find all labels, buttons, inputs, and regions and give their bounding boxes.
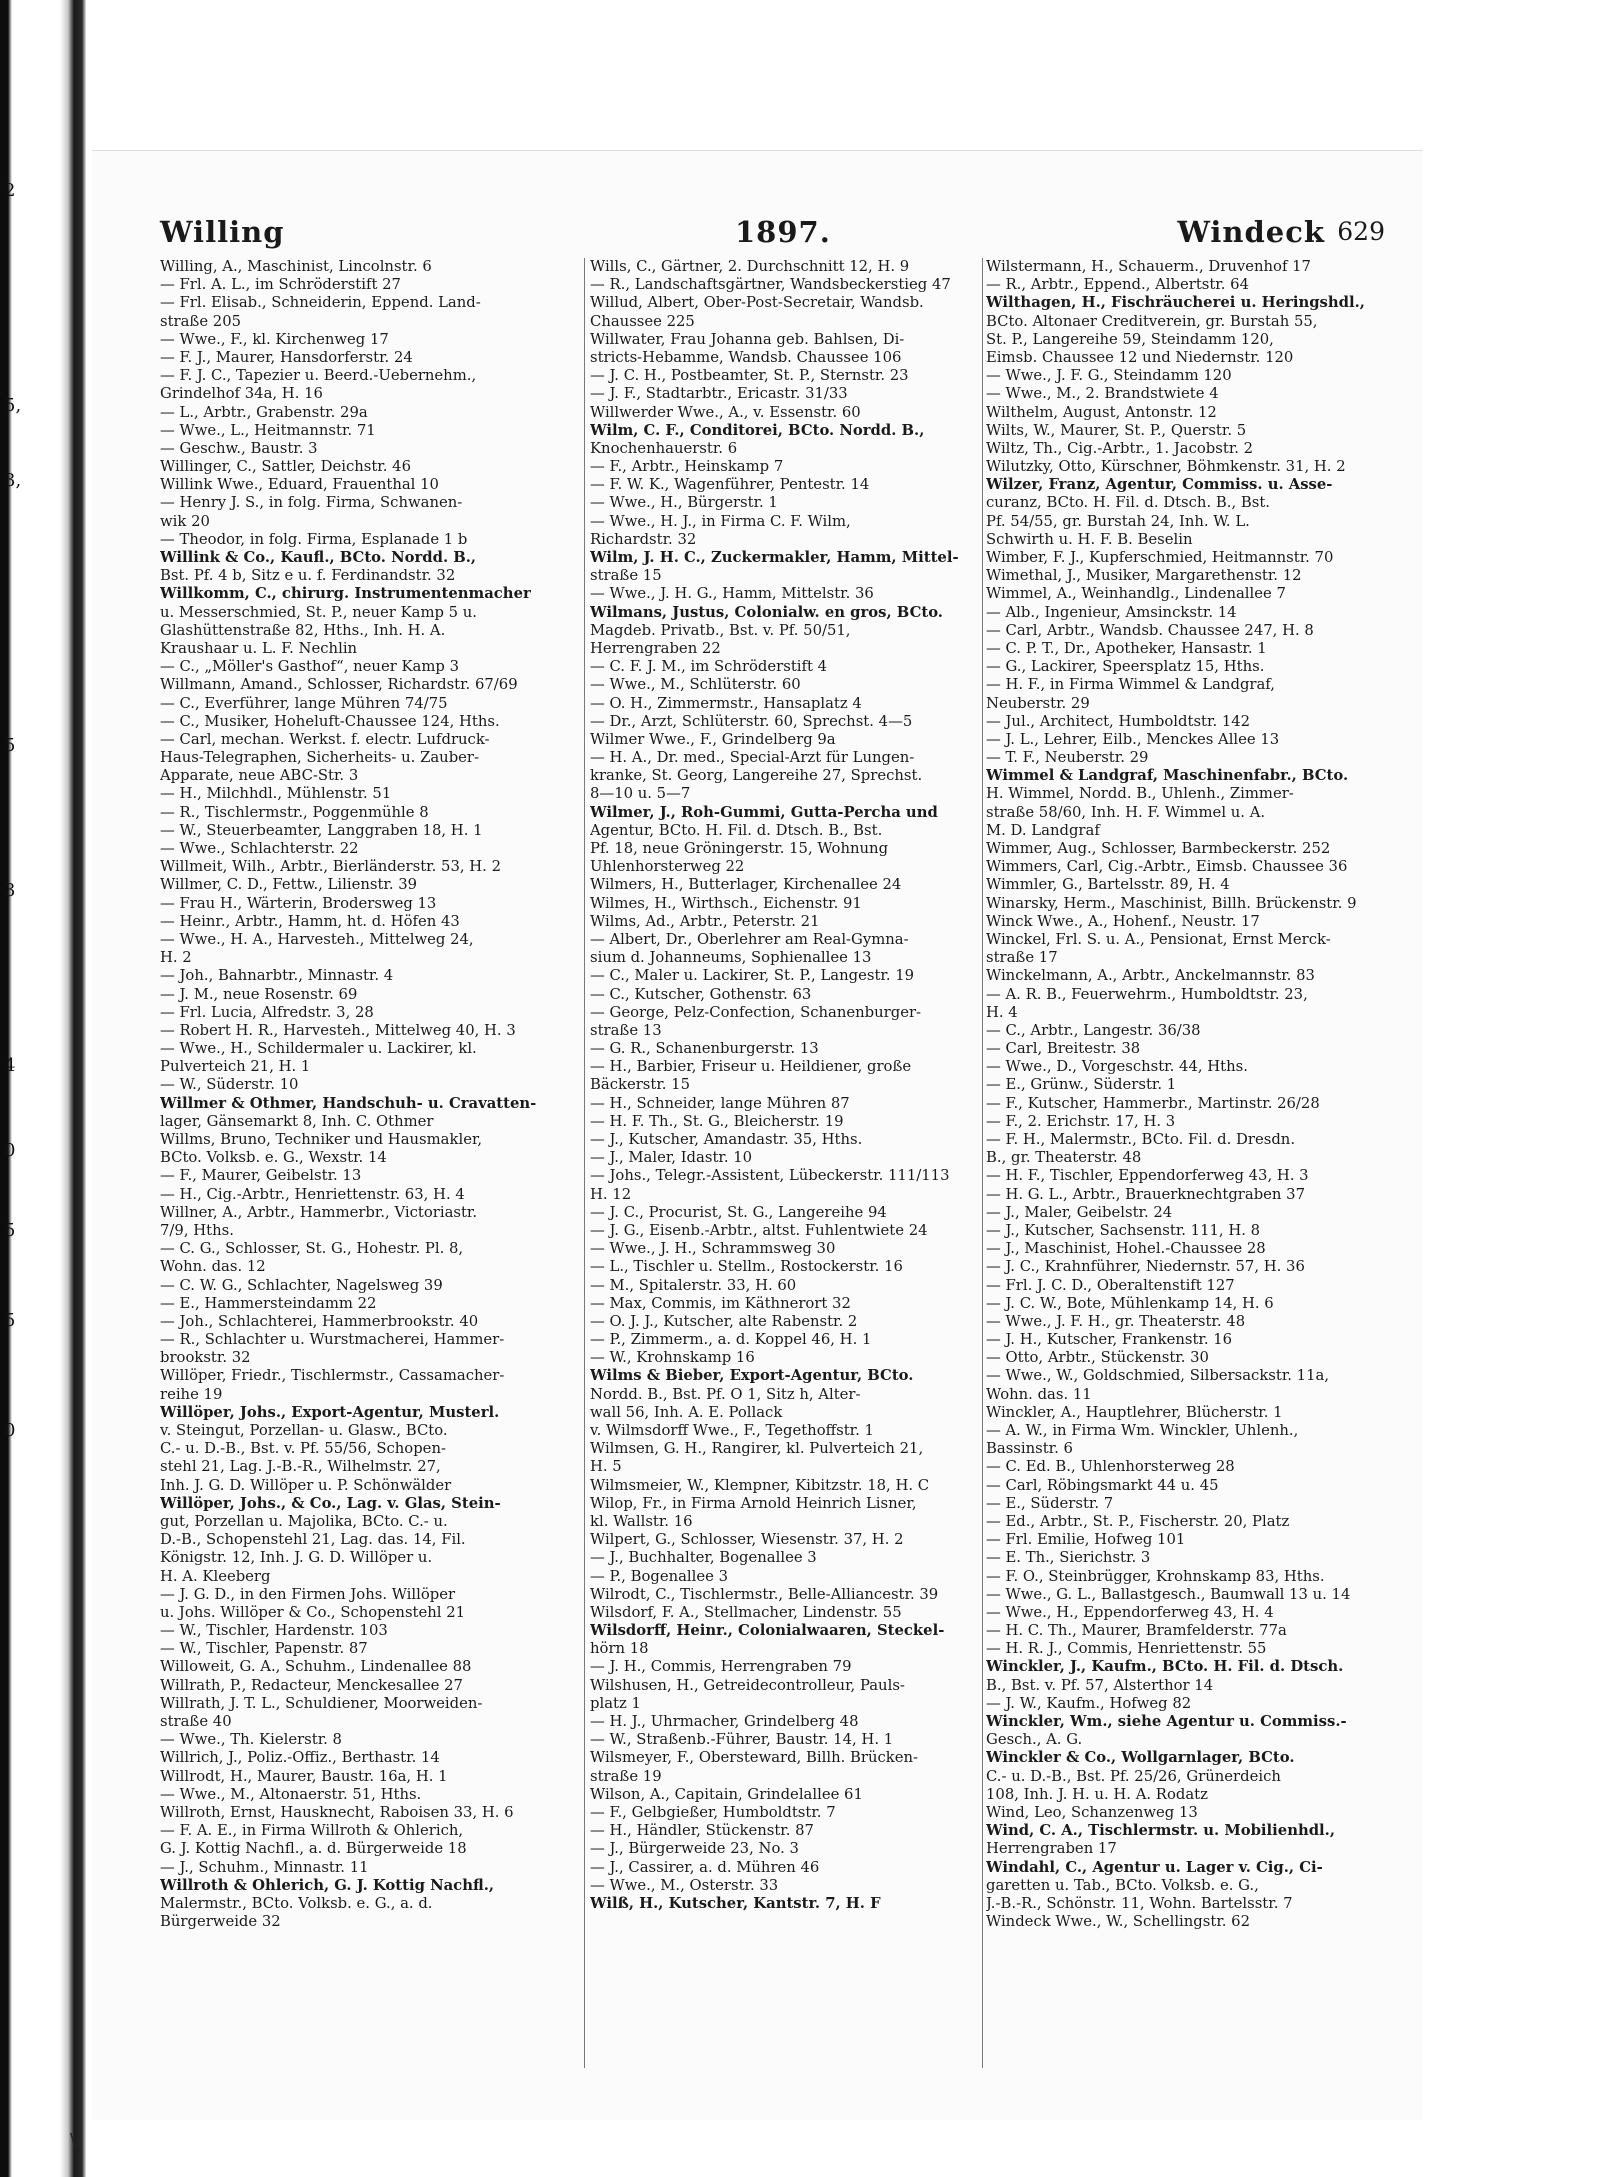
directory-entry-line: — Henry J. S., in folg. Firma, Schwanen- — [160, 494, 463, 512]
directory-entry-line: — C. Ed. B., Uhlenhorsterweg 28 — [986, 1458, 1235, 1476]
directory-entry-line: reihe 19 — [160, 1385, 223, 1403]
directory-entry-line: Grindelhof 34a, H. 16 — [160, 385, 323, 403]
directory-entry-line: J.-B.-R., Schönstr. 11, Wohn. Bartelsstr. 7 — [986, 1894, 1293, 1912]
directory-entry-line: Willud, Albert, Ober-Post-Secretair, Wandsb. — [590, 294, 924, 312]
directory-entry-line: — J., Bürgerweide 23, No. 3 — [590, 1840, 799, 1858]
directory-entry-line: — Carl, Röbingsmarkt 44 u. 45 — [986, 1476, 1219, 1494]
directory-entry-line: — Joh., Schlachterei, Hammerbrookstr. 40 — [160, 1312, 479, 1330]
directory-entry-line: Winckler, J., Kaufm., BCto. H. Fil. d. Dtsch. — [986, 1658, 1344, 1676]
directory-entry-line: — C. P. T., Dr., Apotheker, Hansastr. 1 — [986, 639, 1267, 657]
directory-entry-line: — O. H., Zimmermstr., Hansaplatz 4 — [590, 694, 862, 712]
directory-entry-line: — Geschw., Baustr. 3 — [160, 439, 318, 457]
directory-entry-line: curanz, BCto. H. Fil. d. Dtsch. B., Bst. — [986, 494, 1270, 512]
directory-entry-line: — Frl. Emilie, Hofweg 101 — [986, 1531, 1186, 1549]
directory-entry-line: Richardstr. 32 — [590, 530, 697, 548]
directory-entry-line: Winckelmann, A., Arbtr., Anckelmannstr. 83 — [986, 967, 1315, 985]
directory-entry-line: — Frl. A. L., im Schröderstift 27 — [160, 276, 401, 294]
directory-entry-line: — W., Tischler, Papenstr. 87 — [160, 1640, 368, 1658]
directory-entry-line: sium d. Johanneums, Sophienallee 13 — [590, 949, 872, 967]
directory-entry-line: Willrath, J. T. L., Schuldiener, Moorweiden- — [160, 1694, 483, 1712]
directory-entry-line: — Wwe., H. J., in Firma C. F. Wilm, — [590, 512, 851, 530]
directory-entry-line: — E. Th., Sierichstr. 3 — [986, 1549, 1151, 1567]
directory-entry-line: 108, Inh. J. H. u. H. A. Rodatz — [986, 1785, 1208, 1803]
directory-entry-line: straße 17 — [986, 949, 1058, 967]
directory-entry-line: — C. W. G., Schlachter, Nagelsweg 39 — [160, 1276, 443, 1294]
directory-entry-line: Magdeb. Privatb., Bst. v. Pf. 50/51, — [590, 621, 851, 639]
edge-mark: 3 — [4, 880, 16, 901]
directory-entry-line: Willmer, C. D., Fettw., Lilienstr. 39 — [160, 876, 418, 894]
directory-entry-line: Wind, Leo, Schanzenweg 13 — [986, 1803, 1198, 1821]
directory-entry-line: — L., Arbtr., Grabenstr. 29a — [160, 403, 368, 421]
directory-entry-line: — Wwe., J. F. G., Steindamm 120 — [986, 367, 1232, 385]
directory-entry-line: Wimmel & Landgraf, Maschinenfabr., BCto. — [986, 767, 1349, 785]
directory-entry-line: — Johs., Telegr.-Assistent, Lübeckerstr. 111/113 — [590, 1167, 950, 1185]
directory-entry-line: — C. F. J. M., im Schröderstift 4 — [590, 658, 828, 676]
directory-entry-line: Bst. Pf. 4 b, Sitz e u. f. Ferdinandstr. 32 — [160, 567, 456, 585]
directory-entry-line: C.- u. D.-B., Bst. Pf. 25/26, Grünerdeich — [986, 1767, 1281, 1785]
directory-entry-line: — Wwe., H., Schildermaler u. Lackirer, kl. — [160, 1040, 477, 1058]
directory-entry-line: — Joh., Bahnarbtr., Minnastr. 4 — [160, 967, 394, 985]
directory-entry-line: Willner, A., Arbtr., Hammerbr., Victoriastr. — [160, 1203, 478, 1221]
directory-entry-line: — H. G. L., Arbtr., Brauerknechtgraben 37 — [986, 1185, 1305, 1203]
directory-entry-line: — F. J., Maurer, Hansdorferstr. 24 — [160, 348, 413, 366]
directory-entry-line: Nordd. B., Bst. Pf. O 1, Sitz h, Alter- — [590, 1385, 861, 1403]
directory-entry-line: — Wwe., J. H., Schrammsweg 30 — [590, 1240, 836, 1258]
directory-entry-line: BCto. Volksb. e. G., Wexstr. 14 — [160, 1149, 387, 1167]
directory-entry-line: — E., Süderstr. 7 — [986, 1494, 1114, 1512]
directory-entry-line: — H. F. Th., St. G., Bleicherstr. 19 — [590, 1112, 844, 1130]
directory-entry-line: — J. C., Krahnführer, Niedernstr. 57, H. 36 — [986, 1258, 1305, 1276]
directory-entry-line: Wilson, A., Capitain, Grindelallee 61 — [590, 1785, 863, 1803]
directory-entry-line: straße 58/60, Inh. H. F. Wimmel u. A. — [986, 803, 1266, 821]
directory-entry-line: — R., Arbtr., Eppend., Albertstr. 64 — [986, 276, 1249, 294]
directory-entry-line: — A. W., in Firma Wm. Winckler, Uhlenh., — [986, 1422, 1299, 1439]
directory-entry-line: Wilsdorf, F. A., Stellmacher, Lindenstr. 55 — [590, 1603, 902, 1621]
directory-entry-line: St. P., Langereihe 59, Steindamm 120, — [986, 330, 1274, 348]
column-divider — [982, 258, 983, 2068]
page-top-edge — [92, 150, 1422, 151]
directory-entry-line: — J., Schuhm., Minnastr. 11 — [160, 1858, 369, 1876]
directory-entry-line: Wilthelm, August, Antonstr. 12 — [986, 403, 1217, 421]
directory-entry-line: — H., Barbier, Friseur u. Heildiener, große — [590, 1058, 912, 1076]
directory-entry-line: Windeck Wwe., W., Schellingstr. 62 — [986, 1913, 1251, 1931]
directory-entry-line: — J., Maschinist, Hohel.-Chaussee 28 — [986, 1240, 1266, 1258]
directory-entry-line: 7/9, Hths. — [160, 1221, 234, 1239]
directory-entry-line: — Frl. Elisab., Schneiderin, Eppend. Land- — [160, 294, 481, 312]
directory-entry-line: — Carl, Arbtr., Wandsb. Chaussee 247, H. 8 — [986, 621, 1314, 639]
directory-entry-line: — J., Kutscher, Sachsenstr. 111, H. 8 — [986, 1221, 1261, 1239]
directory-entry-line: Winckler, Wm., siehe Agentur u. Commiss.- — [986, 1713, 1347, 1730]
edge-mark: 5 — [4, 735, 16, 756]
directory-entry-line: — J. M., neue Rosenstr. 69 — [160, 985, 358, 1003]
directory-entry-line: — J., Cassirer, a. d. Mühren 46 — [590, 1858, 820, 1876]
directory-entry-line: Bäckerstr. 15 — [590, 1076, 691, 1094]
directory-entry-line: — O. J. J., Kutscher, alte Rabenstr. 2 — [590, 1312, 858, 1330]
directory-entry-line: — F., Arbtr., Heinskamp 7 — [590, 458, 784, 476]
directory-entry-line: — C., Arbtr., Langestr. 36/38 — [986, 1021, 1201, 1039]
directory-entry-line: — F., Maurer, Geibelstr. 13 — [160, 1167, 362, 1185]
directory-entry-line: Willöper, Johs., & Co., Lag. v. Glas, Stein- — [160, 1494, 501, 1512]
directory-entry-line: — H. F., in Firma Wimmel & Landgraf, — [986, 676, 1275, 694]
directory-entry-line: — E., Grünw., Süderstr. 1 — [986, 1076, 1177, 1094]
directory-entry-line: Uhlenhorsterweg 22 — [590, 858, 745, 876]
directory-entry-line: — H. C. Th., Maurer, Bramfelderstr. 77a — [986, 1622, 1287, 1640]
directory-entry-line: Malermstr., BCto. Volksb. e. G., a. d. — [160, 1894, 433, 1912]
directory-entry-line: — R., Landschaftsgärtner, Wandsbeckerstieg 47 — [590, 276, 951, 294]
directory-entry-line: — C. G., Schlosser, St. G., Hohestr. Pl. 8, — [160, 1240, 464, 1258]
directory-entry-line: Wilm, J. H. C., Zuckermakler, Hamm, Mittel- — [590, 549, 959, 566]
directory-entry-line: — J. F., Stadtarbtr., Ericastr. 31/33 — [590, 385, 848, 403]
directory-entry-line: Wimmel, A., Weinhandlg., Lindenallee 7 — [986, 585, 1286, 603]
directory-entry-line: Willkomm, C., chirurg. Instrumentenmacher — [160, 585, 531, 603]
directory-entry-line: — J. H., Commis, Herrengraben 79 — [590, 1658, 852, 1676]
directory-entry-line: H. Wimmel, Nordd. B., Uhlenh., Zimmer- — [986, 785, 1294, 803]
directory-entry-line: — J. L., Lehrer, Eilb., Menckes Allee 13 — [986, 730, 1280, 748]
directory-entry-line: straße 19 — [590, 1767, 662, 1785]
directory-entry-line: — P., Bogenallee 3 — [590, 1567, 729, 1585]
directory-entry-line: v. Wilmsdorff Wwe., F., Tegethoffstr. 1 — [590, 1422, 874, 1439]
directory-entry-line: — Wwe., Schlachterstr. 22 — [160, 840, 359, 857]
directory-entry-line: H. 4 — [986, 1003, 1018, 1021]
directory-entry-line: M. D. Landgraf — [986, 821, 1100, 839]
directory-entry-line: H. 5 — [590, 1458, 622, 1476]
directory-entry-line: u. Johs. Willöper & Co., Schopenstehl 21 — [160, 1603, 466, 1621]
directory-entry-line: — J. C., Procurist, St. G., Langereihe 94 — [590, 1203, 887, 1221]
directory-entry-line: Wilms, Ad., Arbtr., Peterstr. 21 — [590, 912, 820, 930]
directory-entry-line: brookstr. 32 — [160, 1349, 251, 1367]
directory-entry-line: — G. R., Schanenburgerstr. 13 — [590, 1040, 819, 1058]
directory-entry-line: wik 20 — [160, 512, 210, 530]
directory-entry-line: Knochenhauerstr. 6 — [590, 439, 738, 457]
directory-entry-line: — Carl, Breitestr. 38 — [986, 1040, 1141, 1058]
directory-entry-line: — Frau H., Wärterin, Brodersweg 13 — [160, 894, 437, 912]
directory-entry-line: — J. G. D., in den Firmen Johs. Willöper — [160, 1585, 456, 1603]
directory-entry-line: Wilmer Wwe., F., Grindelberg 9a — [590, 730, 836, 748]
directory-entry-line: Wilpert, G., Schlosser, Wiesenstr. 37, H. 2 — [590, 1531, 904, 1549]
header-year: 1897. — [735, 215, 831, 249]
directory-entry-line: Wilsmeyer, F., Obersteward, Billh. Brücken- — [590, 1749, 919, 1767]
directory-entry-line: — Dr., Arzt, Schlüterstr. 60, Sprechst. 4—5 — [590, 712, 913, 730]
directory-entry-line: C.- u. D.-B., Bst. v. Pf. 55/56, Schopen- — [160, 1440, 446, 1458]
directory-entry-line: stehl 21, Lag. J.-B.-R., Wilhelmstr. 27, — [160, 1458, 441, 1476]
directory-entry-line: — Frl. J. C. D., Oberaltenstift 127 — [986, 1276, 1235, 1294]
directory-entry-line: — Ed., Arbtr., St. P., Fischerstr. 20, Platz — [986, 1512, 1290, 1530]
directory-entry-line: Willmeit, Wilh., Arbtr., Bierländerstr. 53, H. 2 — [160, 858, 501, 876]
directory-entry-line: — J. G., Eisenb.-Arbtr., altst. Fuhlentwiete 24 — [590, 1221, 928, 1239]
directory-entry-line: Wimmler, G., Bartelsstr. 89, H. 4 — [986, 876, 1230, 894]
directory-entry-line: Schwirth u. H. F. B. Beselin — [986, 530, 1193, 548]
directory-entry-line: — R., Tischlermstr., Poggenmühle 8 — [160, 803, 429, 821]
directory-entry-line: platz 1 — [590, 1694, 641, 1712]
directory-entry-line: — Wwe., M., Schlüterstr. 60 — [590, 676, 801, 694]
directory-entry-line: gut, Porzellan u. Majolika, BCto. C.- u. — [160, 1512, 448, 1530]
directory-entry-line: — J. H., Kutscher, Frankenstr. 16 — [986, 1331, 1233, 1349]
directory-entry-line: — George, Pelz-Confection, Schanenburger- — [590, 1003, 922, 1021]
directory-entry-line: Herrengraben 22 — [590, 639, 721, 657]
directory-entry-line: Apparate, neue ABC-Str. 3 — [160, 767, 359, 785]
directory-entry-line: Wimmers, Carl, Cig.-Arbtr., Eimsb. Chaussee 36 — [986, 858, 1348, 876]
directory-entry-line: Wilmer, J., Roh-Gummi, Gutta-Percha und — [590, 803, 938, 821]
directory-entry-line: Willing, A., Maschinist, Lincolnstr. 6 — [160, 258, 432, 275]
directory-entry-line: Wohn. das. 11 — [986, 1385, 1092, 1403]
directory-entry-line: — H., Cig.-Arbtr., Henriettenstr. 63, H. 4 — [160, 1185, 465, 1203]
edge-mark: 0 — [4, 1420, 16, 1441]
directory-entry-line: — Albert, Dr., Oberlehrer am Real-Gymna- — [590, 930, 909, 948]
edge-mark: 4 — [4, 1055, 16, 1076]
directory-entry-line: G. J. Kottig Nachfl., a. d. Bürgerweide 18 — [160, 1840, 467, 1858]
directory-entry-line: — Alb., Ingenieur, Amsinckstr. 14 — [986, 603, 1237, 621]
directory-entry-line: Willrath, P., Redacteur, Menckesallee 27 — [160, 1676, 463, 1694]
directory-entry-line: straße 13 — [590, 1021, 662, 1039]
directory-entry-line: H. A. Kleeberg — [160, 1567, 271, 1585]
directory-entry-line: Willöper, Johs., Export-Agentur, Musterl. — [160, 1403, 500, 1421]
directory-entry-line: — Heinr., Arbtr., Hamm, ht. d. Höfen 43 — [160, 912, 460, 930]
directory-entry-line: — J., Kutscher, Amandastr. 35, Hths. — [590, 1131, 863, 1148]
directory-entry-line: — Wwe., M., 2. Brandstwiete 4 — [986, 385, 1219, 403]
directory-entry-line: — W., Straßenb.-Führer, Baustr. 14, H. 1 — [590, 1731, 894, 1749]
bottom-mark: \ — [70, 2130, 77, 2151]
directory-entry-line: Willrich, J., Poliz.-Offiz., Berthastr. 14 — [160, 1749, 440, 1767]
directory-entry-line: — Wwe., H. A., Harvesteh., Mittelweg 24, — [160, 930, 474, 948]
directory-entry-line: — T. F., Neuberstr. 29 — [986, 749, 1149, 767]
directory-entry-line: Windahl, C., Agentur u. Lager v. Cig., Ci- — [986, 1858, 1323, 1876]
directory-entry-line: Willwerder Wwe., A., v. Essenstr. 60 — [590, 403, 861, 421]
directory-entry-line: Winarsky, Herm., Maschinist, Billh. Brückenstr. 9 — [986, 894, 1357, 912]
directory-entry-line: Kraushaar u. L. F. Nechlin — [160, 639, 358, 657]
directory-entry-line: — Wwe., L., Heitmannstr. 71 — [160, 421, 376, 439]
directory-entry-line: Wills, C., Gärtner, 2. Durchschnitt 12, H. 9 — [590, 258, 910, 275]
directory-entry-line: Willmann, Amand., Schlosser, Richardstr. 67/69 — [160, 676, 518, 694]
directory-entry-line: Willwater, Frau Johanna geb. Bahlsen, Di- — [590, 330, 905, 348]
directory-entry-line: — H. A., Dr. med., Special-Arzt für Lungen- — [590, 749, 915, 767]
directory-entry-line: — C., „Möller's Gasthof“, neuer Kamp 3 — [160, 658, 459, 676]
directory-entry-line: Wilsdorff, Heinr., Colonialwaaren, Steckel- — [590, 1622, 945, 1640]
directory-entry-line: Wilmsen, G. H., Rangirer, kl. Pulverteich 21, — [590, 1440, 924, 1458]
directory-entry-line: 8—10 u. 5—7 — [590, 785, 691, 803]
directory-entry-line: — H., Schneider, lange Mühren 87 — [590, 1094, 850, 1112]
directory-entry-line: — Robert H. R., Harvesteh., Mittelweg 40, H. 3 — [160, 1021, 516, 1039]
directory-entry-line: straße 40 — [160, 1713, 232, 1730]
directory-entry-line: — F. A. E., in Firma Willroth & Ohlerich, — [160, 1822, 464, 1840]
directory-entry-line: Wilmes, H., Wirthsch., Eichenstr. 91 — [590, 894, 862, 912]
directory-entry-line: Herrengraben 17 — [986, 1840, 1117, 1858]
directory-entry-line: Wilß, H., Kutscher, Kantstr. 7, H. F — [590, 1894, 881, 1912]
directory-entry-line: — C., Maler u. Lackirer, St. P., Langestr. 19 — [590, 967, 915, 985]
directory-entry-line: Wohn. das. 12 — [160, 1258, 266, 1276]
directory-entry-line: Glashüttenstraße 82, Hths., Inh. H. A. — [160, 621, 446, 639]
directory-entry-line: Wiltz, Th., Cig.-Arbtr., 1. Jacobstr. 2 — [986, 439, 1254, 457]
directory-column-3 — [986, 258, 1386, 2068]
directory-entry-line: — F., Gelbgießer, Humboldtstr. 7 — [590, 1803, 836, 1821]
directory-entry-line: Willmer & Othmer, Handschuh- u. Cravatten- — [160, 1094, 537, 1112]
directory-entry-line: — Wwe., J. F. H., gr. Theaterstr. 48 — [986, 1312, 1246, 1330]
directory-entry-line: — F., 2. Erichstr. 17, H. 3 — [986, 1112, 1176, 1130]
directory-entry-line: — M., Spitalerstr. 33, H. 60 — [590, 1276, 797, 1294]
directory-entry-line: — Wwe., H., Bürgerstr. 1 — [590, 494, 778, 512]
directory-entry-line: — J. C. H., Postbeamter, St. P., Sternstr. 23 — [590, 367, 909, 385]
directory-entry-line: Wilts, W., Maurer, St. P., Querstr. 5 — [986, 421, 1247, 439]
directory-entry-line: — Wwe., Th. Kielerstr. 8 — [160, 1731, 342, 1749]
directory-entry-line: Winck Wwe., A., Hohenf., Neustr. 17 — [986, 912, 1260, 930]
directory-entry-line: Chaussee 225 — [590, 312, 695, 330]
directory-entry-line: Winckel, Frl. S. u. A., Pensionat, Ernst Merck- — [986, 930, 1331, 948]
directory-entry-line: — H. R. J., Commis, Henriettenstr. 55 — [986, 1640, 1267, 1658]
directory-entry-line: Willrodt, H., Maurer, Baustr. 16a, H. 1 — [160, 1767, 448, 1785]
directory-entry-line: wall 56, Inh. A. E. Pollack — [590, 1403, 783, 1421]
directory-entry-line: Willink & Co., Kaufl., BCto. Nordd. B., — [160, 549, 477, 566]
directory-entry-line: — C., Everführer, lange Mühren 74/75 — [160, 694, 448, 712]
edge-mark: 3, — [4, 470, 22, 491]
directory-entry-line: v. Steingut, Porzellan- u. Glasw., BCto. — [160, 1422, 448, 1439]
directory-entry-line: — F. H., Malermstr., BCto. Fil. d. Dresdn. — [986, 1131, 1296, 1148]
directory-entry-line: — G., Lackirer, Speersplatz 15, Hths. — [986, 658, 1265, 676]
directory-entry-line: Wilstermann, H., Schauerm., Druvenhof 17 — [986, 258, 1311, 275]
directory-entry-line: — H. J., Uhrmacher, Grindelberg 48 — [590, 1713, 859, 1730]
directory-entry-line: Wimber, F. J., Kupferschmied, Heitmannstr. 70 — [986, 549, 1334, 566]
directory-entry-line: — W., Tischler, Hardenstr. 103 — [160, 1622, 388, 1640]
directory-entry-line: Wilm, C. F., Conditorei, BCto. Nordd. B., — [590, 421, 925, 439]
header-left-catchword: Willing — [160, 215, 285, 249]
directory-entry-line: straße 205 — [160, 312, 242, 330]
directory-entry-line: straße 15 — [590, 567, 662, 585]
directory-entry-line: hörn 18 — [590, 1640, 649, 1658]
directory-column-1 — [160, 258, 580, 2068]
directory-entry-line: Pulverteich 21, H. 1 — [160, 1058, 311, 1076]
directory-entry-line: Bürgerweide 32 — [160, 1913, 281, 1931]
directory-entry-line: — Wwe., W., Goldschmied, Silbersackstr. 11a, — [986, 1367, 1330, 1385]
column-divider — [584, 258, 585, 2068]
directory-entry-line: — W., Krohnskamp 16 — [590, 1349, 755, 1367]
directory-entry-line: — F., Kutscher, Hammerbr., Martinstr. 26/28 — [986, 1094, 1320, 1112]
directory-entry-line: Wilmers, H., Butterlager, Kirchenallee 24 — [590, 876, 902, 894]
directory-entry-line: kranke, St. Georg, Langereihe 27, Sprechst. — [590, 767, 923, 785]
directory-entry-line: Wilop, Fr., in Firma Arnold Heinrich Lisner, — [590, 1494, 917, 1512]
directory-entry-line: Wilutzky, Otto, Kürschner, Böhmkenstr. 31, H. 2 — [986, 458, 1346, 476]
directory-entry-line: Wilthagen, H., Fischräucherei u. Heringshdl., — [986, 294, 1365, 312]
directory-entry-line: — J. W., Kaufm., Hofweg 82 — [986, 1694, 1192, 1712]
directory-entry-line: — A. R. B., Feuerwehrm., Humboldtstr. 23, — [986, 985, 1308, 1003]
directory-entry-line: B., gr. Theaterstr. 48 — [986, 1149, 1142, 1167]
directory-entry-line: Wilrodt, C., Tischlermstr., Belle-Alliancestr. 39 — [590, 1585, 939, 1603]
directory-entry-line: Willroth & Ohlerich, G. J. Kottig Nachfl., — [160, 1876, 495, 1894]
directory-entry-line: Willink Wwe., Eduard, Frauenthal 10 — [160, 476, 439, 494]
directory-entry-line: — F. J. C., Tapezier u. Beerd.-Uebernehm., — [160, 367, 477, 385]
directory-entry-line: — L., Tischler u. Stellm., Rostockerstr. 16 — [590, 1258, 903, 1276]
directory-entry-line: — Frl. Lucia, Alfredstr. 3, 28 — [160, 1003, 374, 1021]
directory-entry-line: — Carl, mechan. Werkst. f. electr. Lufdruck- — [160, 730, 490, 748]
edge-mark: 2 — [4, 180, 16, 201]
adjacent-page-edge-marks — [0, 0, 30, 2177]
directory-column-2 — [590, 258, 990, 2068]
directory-entry-line: Winckler, A., Hauptlehrer, Blücherstr. 1 — [986, 1403, 1283, 1421]
directory-entry-line: BCto. Altonaer Creditverein, gr. Burstah 55, — [986, 312, 1318, 330]
edge-mark: 0 — [4, 1140, 16, 1161]
directory-entry-line: Wind, C. A., Tischlermstr. u. Mobilienhdl., — [986, 1822, 1335, 1840]
directory-entry-line: Agentur, BCto. H. Fil. d. Dtsch. B., Bst. — [590, 821, 883, 839]
directory-entry-line: Wilmans, Justus, Colonialw. en gros, BCto. — [590, 603, 943, 621]
edge-mark: 5 — [4, 1220, 16, 1241]
directory-entry-line: stricts-Hebamme, Wandsb. Chaussee 106 — [590, 348, 902, 366]
directory-entry-line: Neuberstr. 29 — [986, 694, 1090, 712]
directory-entry-line: Bassinstr. 6 — [986, 1440, 1073, 1458]
directory-entry-line: — Theodor, in folg. Firma, Esplanade 1 b — [160, 530, 468, 548]
directory-entry-line: — H. F., Tischler, Eppendorferweg 43, H. 3 — [986, 1167, 1309, 1185]
directory-entry-line: u. Messerschmied, St. P., neuer Kamp 5 u. — [160, 603, 478, 621]
directory-entry-line: Pf. 54/55, gr. Burstah 24, Inh. W. L. — [986, 512, 1250, 530]
directory-entry-line: — Wwe., F., kl. Kirchenweg 17 — [160, 330, 389, 348]
directory-entry-line: — Wwe., J. H. G., Hamm, Mittelstr. 36 — [590, 585, 874, 603]
edge-mark: 5 — [4, 1310, 16, 1331]
header-right-catchword: Windeck — [1177, 215, 1325, 249]
directory-entry-line: — Jul., Architect, Humboldtstr. 142 — [986, 712, 1251, 730]
running-header — [160, 215, 1385, 255]
directory-entry-line: — R., Schlachter u. Wurstmacherei, Hammer- — [160, 1331, 505, 1349]
directory-entry-line: Wilshusen, H., Getreidecontrolleur, Pauls- — [590, 1676, 905, 1694]
directory-entry-line: — F. O., Steinbrügger, Krohnskamp 83, Hths. — [986, 1567, 1325, 1585]
directory-entry-line: — Wwe., M., Osterstr. 33 — [590, 1876, 779, 1894]
directory-entry-line: D.-B., Schopenstehl 21, Lag. das. 14, Fil. — [160, 1531, 466, 1549]
directory-entry-line: Königstr. 12, Inh. J. G. D. Willöper u. — [160, 1549, 433, 1567]
directory-entry-line: Wilzer, Franz, Agentur, Commiss. u. Asse- — [986, 476, 1333, 494]
directory-entry-line: Eimsb. Chaussee 12 und Niedernstr. 120 — [986, 348, 1294, 366]
directory-entry-line: — C., Kutscher, Gothenstr. 63 — [590, 985, 812, 1003]
directory-entry-line: — J., Maler, Idastr. 10 — [590, 1149, 753, 1167]
directory-entry-line: Haus-Telegraphen, Sicherheits- u. Zauber- — [160, 749, 479, 767]
directory-entry-line: Willinger, C., Sattler, Deichstr. 46 — [160, 458, 411, 476]
directory-entry-line: Willms, Bruno, Techniker und Hausmakler, — [160, 1131, 483, 1148]
directory-entry-line: Wimethal, J., Musiker, Margarethenstr. 12 — [986, 567, 1302, 585]
directory-entry-line: — J., Maler, Geibelstr. 24 — [986, 1203, 1173, 1221]
directory-entry-line: H. 12 — [590, 1185, 632, 1203]
directory-entry-line: — H., Händler, Stückenstr. 87 — [590, 1822, 814, 1840]
directory-entry-line: — Max, Commis, im Käthnerort 32 — [590, 1294, 851, 1312]
directory-entry-line: Willoweit, G. A., Schuhm., Lindenallee 88 — [160, 1658, 472, 1676]
directory-entry-line: — P., Zimmerm., a. d. Koppel 46, H. 1 — [590, 1331, 872, 1349]
directory-entry-line: — J., Buchhalter, Bogenallee 3 — [590, 1549, 817, 1567]
directory-entry-line: lager, Gänsemarkt 8, Inh. C. Othmer — [160, 1112, 434, 1130]
directory-entry-line: garetten u. Tab., BCto. Volksb. e. G., — [986, 1876, 1259, 1894]
directory-entry-line: Inh. J. G. D. Willöper u. P. Schönwälder — [160, 1476, 452, 1494]
directory-entry-line: — H., Milchhdl., Mühlenstr. 51 — [160, 785, 392, 803]
directory-entry-line: Winckler & Co., Wollgarnlager, BCto. — [986, 1749, 1295, 1767]
page-number: 629 — [1337, 217, 1385, 246]
directory-entry-line: — Wwe., H., Eppendorferweg 43, H. 4 — [986, 1603, 1274, 1621]
directory-entry-line: — Otto, Arbtr., Stückenstr. 30 — [986, 1349, 1209, 1367]
directory-entry-line: kl. Wallstr. 16 — [590, 1512, 693, 1530]
directory-entry-line: — Wwe., M., Altonaerstr. 51, Hths. — [160, 1785, 422, 1803]
directory-entry-line: — C., Musiker, Hoheluft-Chaussee 124, Hths. — [160, 712, 500, 730]
edge-mark: 5, — [4, 395, 22, 416]
directory-entry-line: Wilmsmeier, W., Klempner, Kibitzstr. 18, H. C — [590, 1476, 930, 1494]
directory-entry-line: H. 2 — [160, 949, 192, 967]
directory-entry-line: — J. C. W., Bote, Mühlenkamp 14, H. 6 — [986, 1294, 1274, 1312]
directory-entry-line: — Wwe., G. L., Ballastgesch., Baumwall 13 u. 14 — [986, 1585, 1351, 1603]
directory-entry-line: Willöper, Friedr., Tischlermstr., Cassamacher- — [160, 1367, 505, 1385]
directory-entry-line: Willroth, Ernst, Hausknecht, Raboisen 33, H. 6 — [160, 1803, 514, 1821]
directory-entry-line: — W., Steuerbeamter, Langgraben 18, H. 1 — [160, 821, 483, 839]
directory-entry-line: — F. W. K., Wagenführer, Pentestr. 14 — [590, 476, 870, 494]
directory-entry-line: Wilms & Bieber, Export-Agentur, BCto. — [590, 1367, 914, 1385]
directory-entry-line: — E., Hammersteindamm 22 — [160, 1294, 377, 1312]
directory-entry-line: Pf. 18, neue Gröningerstr. 15, Wohnung — [590, 840, 889, 857]
directory-entry-line: B., Bst. v. Pf. 57, Alsterthor 14 — [986, 1676, 1214, 1694]
directory-entry-line: Gesch., A. G. — [986, 1731, 1083, 1749]
directory-entry-line: Wimmer, Aug., Schlosser, Barmbeckerstr. 252 — [986, 840, 1331, 857]
directory-entry-line: — W., Süderstr. 10 — [160, 1076, 299, 1094]
directory-entry-line: — Wwe., D., Vorgeschstr. 44, Hths. — [986, 1058, 1248, 1076]
